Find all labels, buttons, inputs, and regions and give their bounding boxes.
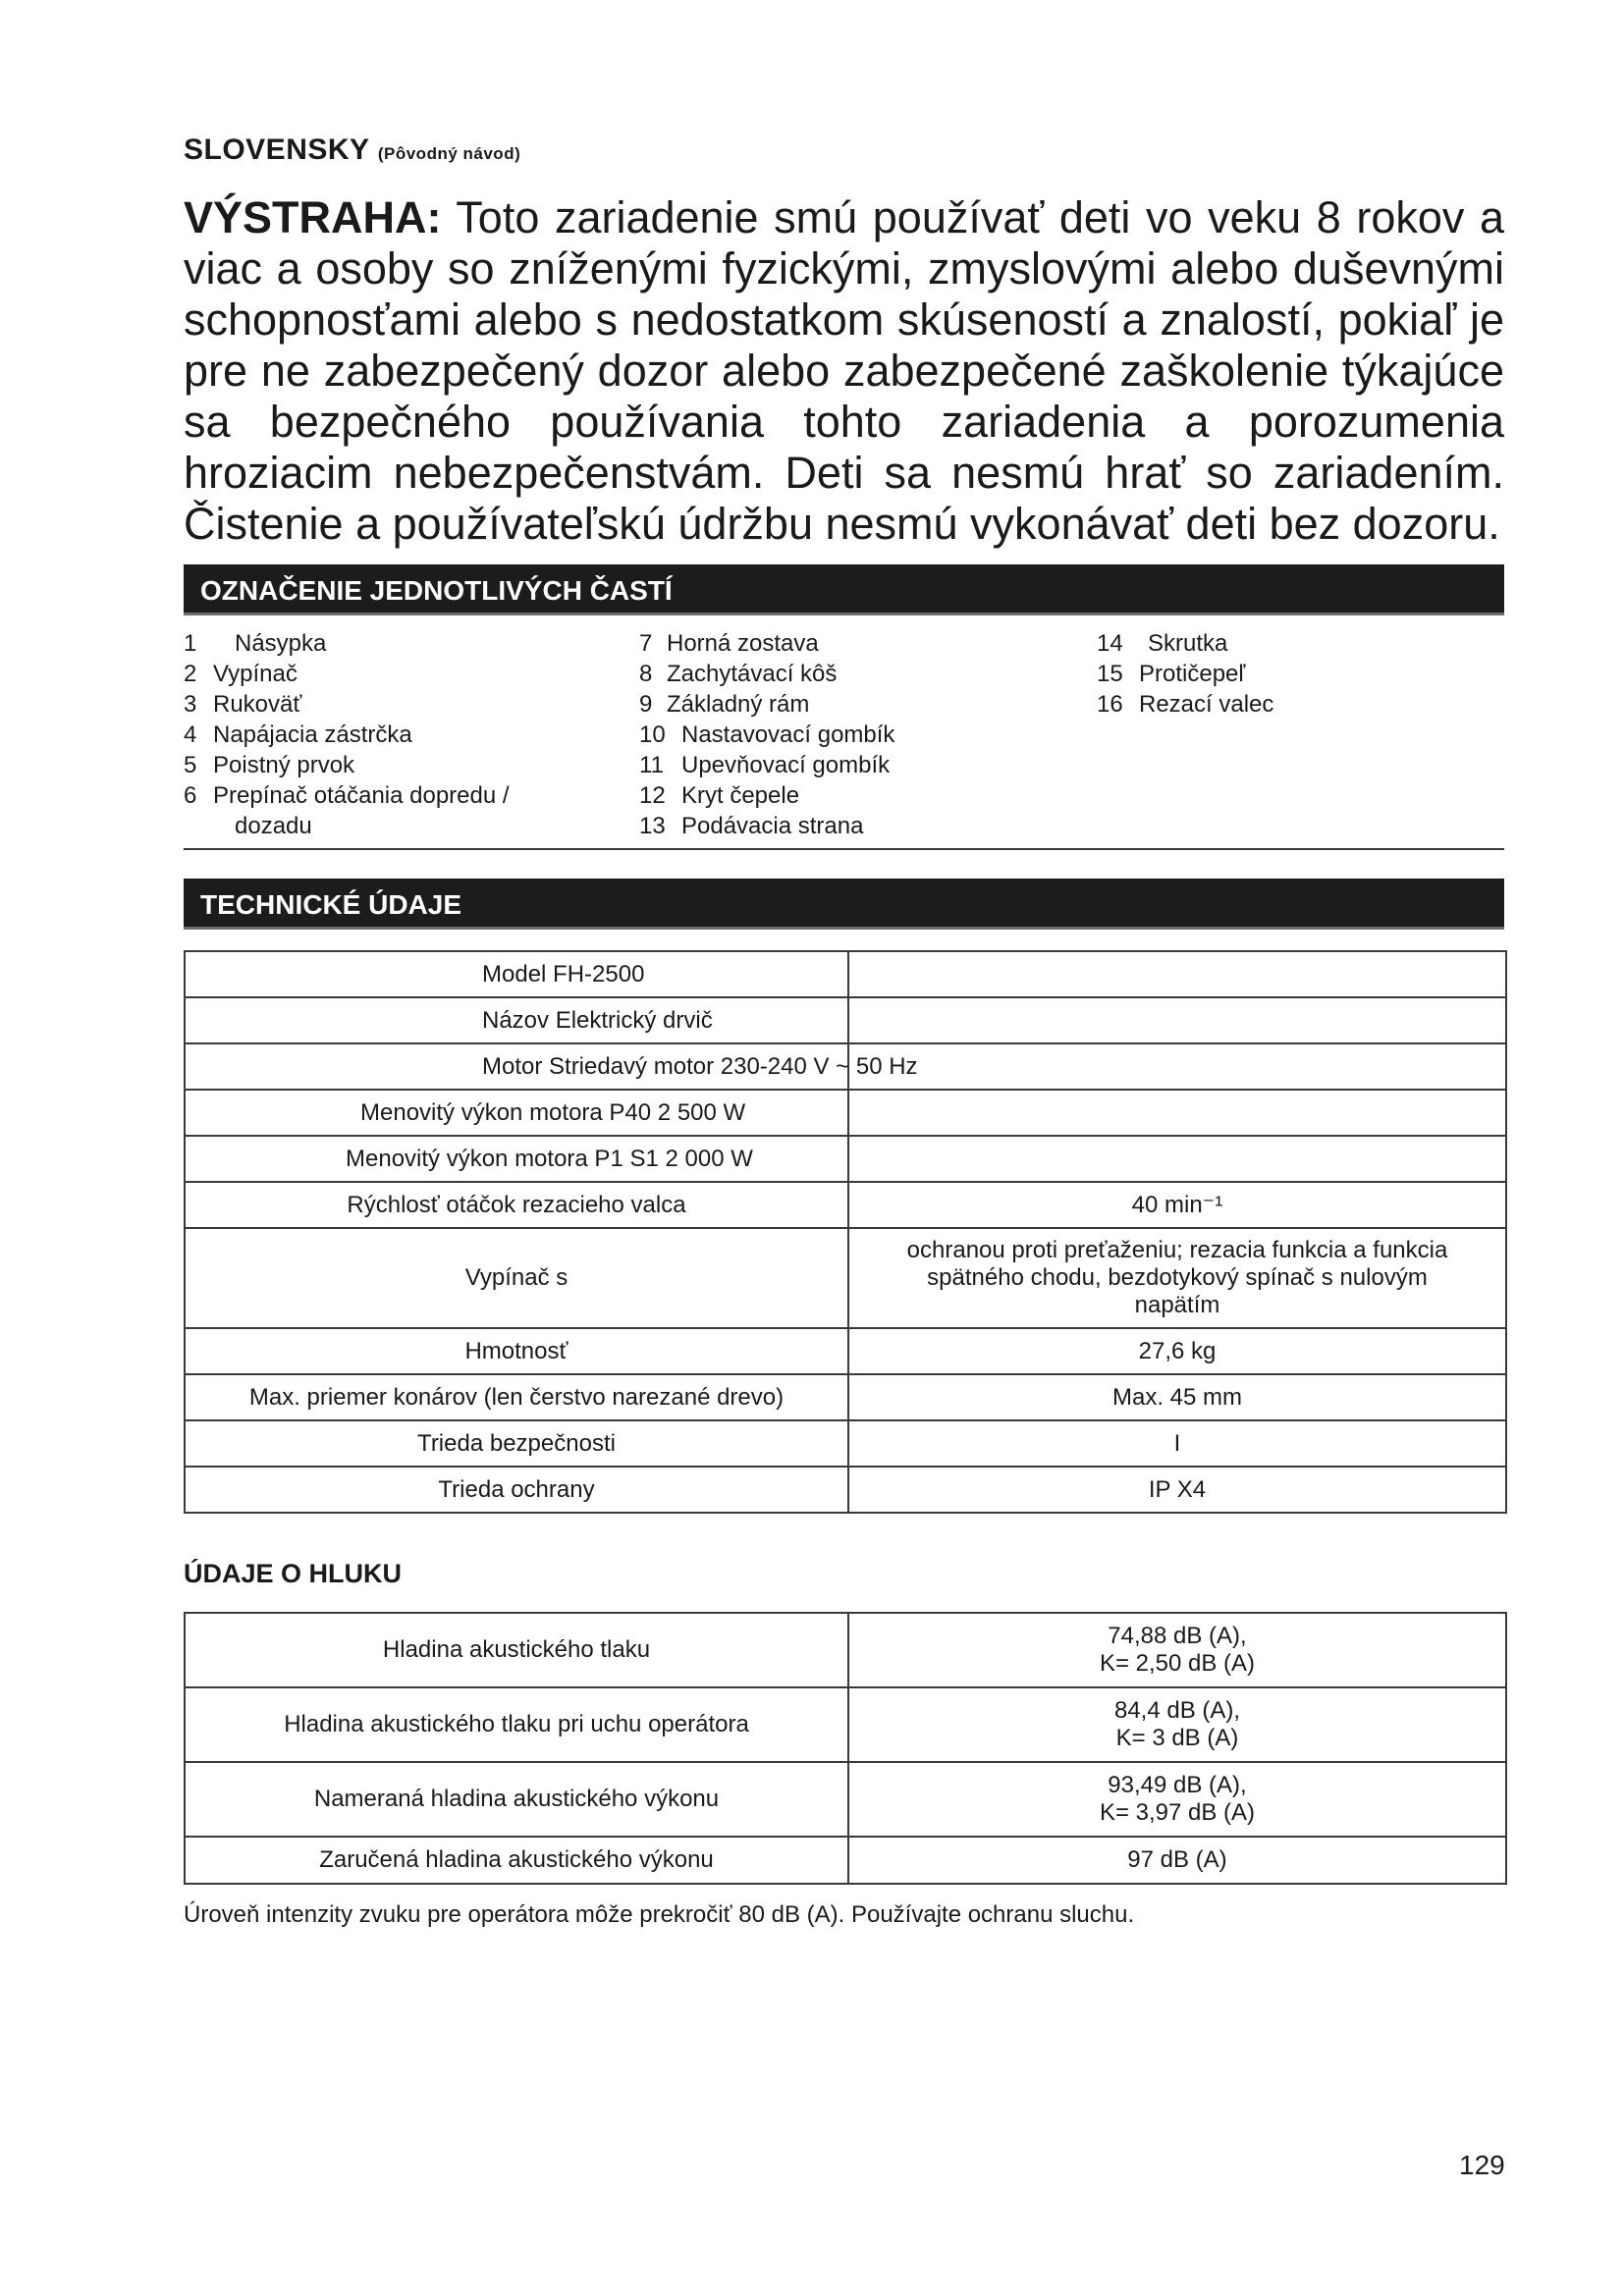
spec-value (848, 1043, 1506, 1090)
spec-label: Názov Elektrický drvič (185, 997, 848, 1043)
table-row (185, 1182, 1506, 1228)
page-number: 129 (1459, 2150, 1505, 2180)
parts-list (184, 628, 1504, 850)
list-item: 1 Násypka (184, 630, 327, 657)
warning-label: VÝSTRAHA: (184, 192, 442, 242)
noise-note: Úroveň intenzity zvuku pre operátora môže prekročiť 80 dB (A). Používajte ochranu sluchu. (184, 1901, 1135, 1928)
table-row (185, 1043, 1506, 1090)
spec-label: Menovitý výkon motora P40 2 500 W (185, 1090, 848, 1136)
list-item: 4 Napájacia zástrčka (184, 721, 412, 748)
language-subtitle: (Pôvodný návod) (377, 144, 521, 163)
spec-value: Max. 45 mm (848, 1374, 1506, 1420)
table-row (185, 1420, 1506, 1467)
list-item: 8 Zachytávací kôš (639, 661, 838, 687)
list-item: 13 Podávacia strana (639, 813, 864, 839)
list-item: 14 Skrutka (1097, 630, 1228, 657)
noise-data-table (184, 1612, 1507, 1885)
list-item: 5 Poistný prvok (184, 752, 355, 778)
spec-label: Max. priemer konárov (len čerstvo narezané drevo) (185, 1374, 848, 1420)
noise-value: 93,49 dB (A), K= 3,97 dB (A) (848, 1762, 1506, 1837)
spec-label: Trieda bezpečnosti (185, 1420, 848, 1467)
list-item: 6 Prepínač otáčania dopredu / (184, 782, 510, 809)
table-row (185, 1136, 1506, 1182)
spec-value: I (848, 1420, 1506, 1467)
spec-label: Motor Striedavý motor 230-240 V ~ 50 Hz (185, 1043, 848, 1090)
noise-section-title: ÚDAJE O HLUKU (184, 1559, 403, 1588)
list-item: 16 Rezací valec (1097, 691, 1274, 718)
table-row (185, 1228, 1506, 1328)
spec-label: Model FH-2500 (185, 951, 848, 997)
list-item: 11 Upevňovací gombík (639, 752, 891, 778)
parts-column-3 (1097, 628, 1273, 720)
spec-label: Trieda ochrany (185, 1467, 848, 1513)
list-item: dozadu (235, 813, 312, 839)
spec-value (848, 1090, 1506, 1136)
noise-label: Hladina akustického tlaku (185, 1613, 848, 1687)
list-item: 7 Horná zostava (639, 630, 819, 657)
spec-value: IP X4 (848, 1467, 1506, 1513)
list-item: 15 Protičepeľ (1097, 661, 1246, 687)
table-row (185, 1328, 1506, 1374)
spec-value (848, 997, 1506, 1043)
noise-value: 84,4 dB (A), K= 3 dB (A) (848, 1687, 1506, 1762)
spec-value: ochranou proti preťaženiu; rezacia funkcia a funkcia spätného chodu, bezdotykový spínač s nulovým napätím (848, 1228, 1506, 1328)
noise-value: 97 dB (A) (848, 1837, 1506, 1884)
technical-section-header: TECHNICKÉ ÚDAJE (184, 879, 1504, 930)
table-row (185, 1762, 1506, 1837)
parts-section-header: OZNAČENIE JEDNOTLIVÝCH ČASTÍ (184, 564, 1504, 615)
noise-label: Nameraná hladina akustického výkonu (185, 1762, 848, 1837)
table-row (185, 1467, 1506, 1513)
noise-value: 74,88 dB (A), K= 2,50 dB (A) (848, 1613, 1506, 1687)
table-row (185, 1374, 1506, 1420)
language-label: SLOVENSKY (184, 133, 369, 166)
noise-label: Hladina akustického tlaku pri uchu operátora (185, 1687, 848, 1762)
list-item: 3 Rukoväť (184, 691, 302, 718)
table-row (185, 997, 1506, 1043)
warning-paragraph (184, 192, 1504, 550)
table-row (185, 1090, 1506, 1136)
spec-label: Menovitý výkon motora P1 S1 2 000 W (185, 1136, 848, 1182)
technical-data-table (184, 950, 1507, 1514)
table-row (185, 951, 1506, 997)
parts-column-1 (184, 628, 510, 841)
spec-label: Vypínač s (185, 1228, 848, 1328)
spec-value: 40 min⁻¹ (848, 1182, 1506, 1228)
noise-label: Zaručená hladina akustického výkonu (185, 1837, 848, 1884)
spec-value (848, 1136, 1506, 1182)
language-heading (184, 133, 520, 167)
warning-text: Toto zariadenie smú používať deti vo veku 8 rokov a viac a osoby so zníženými fyzickými, zmyslovými alebo duševnými schopnosťami alebo s nedostatkom skúseností a znalostí, pokiaľ je pre ne zabezpečený dozor alebo zabezpečené zaškolenie týkajúce sa bezpečného používania tohto zariadenia a porozumenia hroziacim nebezpečenstvám. Deti sa nesmú hrať so zariadením. Čistenie a používateľskú údržbu nesmú vykonávať deti bez dozoru. (184, 192, 1504, 549)
table-row (185, 1687, 1506, 1762)
spec-value (848, 951, 1506, 997)
spec-value: 27,6 kg (848, 1328, 1506, 1374)
table-row (185, 1613, 1506, 1687)
parts-column-2 (639, 628, 894, 841)
list-item: 10 Nastavovací gombík (639, 721, 895, 748)
list-item: 2 Vypínač (184, 661, 298, 687)
spec-label: Rýchlosť otáčok rezacieho valca (185, 1182, 848, 1228)
list-item: 12 Kryt čepele (639, 782, 800, 809)
list-item: 9 Základný rám (639, 691, 810, 718)
spec-label: Hmotnosť (185, 1328, 848, 1374)
table-row (185, 1837, 1506, 1884)
